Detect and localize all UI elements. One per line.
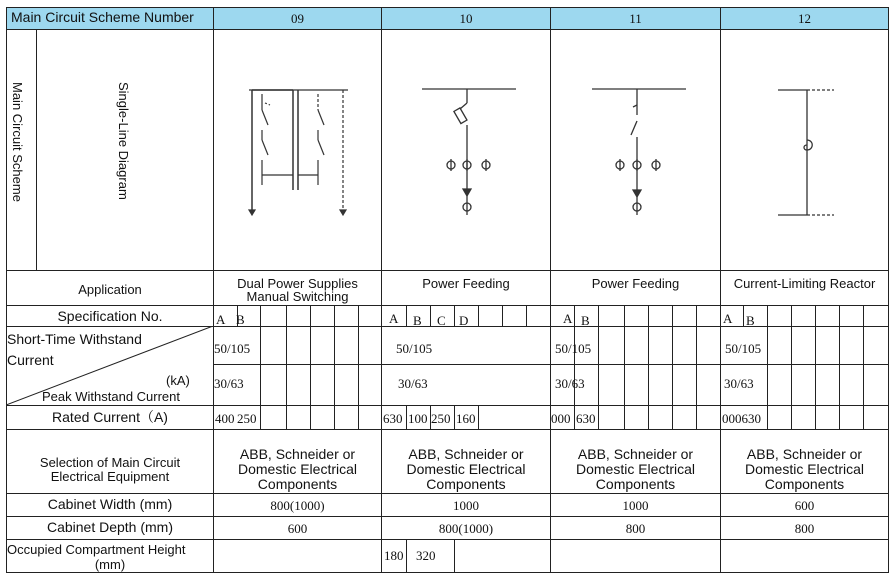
- peak-withstand-label: Peak Withstand Current: [42, 389, 181, 404]
- rated-12: 000630: [722, 411, 761, 426]
- cabinet-depth-11: 800: [625, 521, 646, 536]
- cabinet-width-12: 600: [794, 498, 815, 513]
- application-10: Power Feeding: [422, 276, 510, 291]
- spec-10-a: A: [389, 311, 399, 326]
- short-time-10: 50/105: [396, 341, 433, 356]
- compartment-10-b: 320: [416, 548, 436, 563]
- main-circuit-scheme-label: Main Circuit Scheme: [10, 82, 25, 202]
- scheme-number-11: 11: [629, 11, 642, 26]
- diagram-10: [420, 85, 520, 220]
- spec-10-d: D: [459, 313, 469, 328]
- cabinet-depth-12: 800: [794, 521, 815, 536]
- application-09-line1: Dual Power Supplies: [237, 276, 358, 291]
- diagram-12: [770, 85, 840, 220]
- application-09-line2: Manual Switching: [246, 289, 349, 304]
- peak-12: 30/63: [724, 376, 754, 391]
- cabinet-width-11: 1000: [622, 498, 649, 513]
- equipment-12-line1: ABB, Schneider or: [746, 446, 863, 462]
- spec-10-c: C: [437, 313, 446, 328]
- equipment-11-line1: ABB, Schneider or: [577, 446, 694, 462]
- rated-10-a: 630: [383, 411, 403, 426]
- compartment-10-a: 180: [384, 548, 404, 563]
- diagram-11: [590, 85, 690, 220]
- cabinet-width-09: 800(1000): [270, 498, 325, 513]
- equipment-10-line1: ABB, Schneider or: [408, 446, 524, 462]
- scheme-number-09: 09: [291, 11, 304, 26]
- rated-10-b: 100: [408, 411, 428, 426]
- spec-11-a: A: [563, 311, 573, 326]
- cabinet-depth-label: Cabinet Depth (mm): [46, 519, 174, 535]
- equipment-09-line3: Components: [257, 476, 338, 492]
- diagram-09: [240, 85, 360, 220]
- short-time-12: 50/105: [725, 341, 762, 356]
- equipment-11-line3: Components: [595, 476, 676, 492]
- spec-09-b: B: [236, 312, 245, 327]
- compartment-height-label-1: Occupied Compartment Height: [7, 542, 186, 557]
- cabinet-depth-10: 800(1000): [438, 521, 494, 536]
- peak-09: 30/63: [214, 376, 244, 391]
- equipment-09-line1: ABB, Schneider or: [239, 446, 356, 462]
- equipment-12-line2: Domestic Electrical: [744, 461, 865, 477]
- rated-11-b: 630: [576, 411, 596, 426]
- spec-no-label: Specification No.: [57, 308, 163, 324]
- spec-10-b: B: [413, 313, 422, 328]
- short-time-09: 50/105: [214, 341, 251, 356]
- equipment-09-line2: Domestic Electrical: [237, 461, 358, 477]
- cabinet-width-label: Cabinet Width (mm): [47, 496, 173, 512]
- equipment-label-2: Electrical Equipment: [50, 469, 170, 484]
- rated-current-label: Rated Current（A): [52, 409, 168, 425]
- compartment-height-label-2: (mm): [94, 557, 126, 572]
- short-time-label-2: Current: [7, 352, 54, 368]
- spec-09-a: A: [216, 312, 226, 327]
- equipment-label-1: Selection of Main Circuit: [39, 455, 181, 470]
- equipment-12-line3: Components: [764, 476, 845, 492]
- rated-09-b: 250: [237, 411, 257, 426]
- scheme-number-12: 12: [798, 11, 811, 26]
- equipment-10-line2: Domestic Electrical: [406, 461, 526, 477]
- spec-11-b: B: [581, 313, 590, 328]
- rated-10-c: 250: [431, 411, 451, 426]
- rated-09-a: 400: [215, 411, 235, 426]
- cabinet-width-10: 1000: [453, 498, 479, 513]
- rated-11-a: 000: [551, 411, 571, 426]
- scheme-number-10: 10: [459, 11, 473, 26]
- peak-11: 30/63: [555, 376, 585, 391]
- spec-12-b: B: [746, 313, 755, 328]
- single-line-diagram-label: Single-Line Diagram: [116, 82, 131, 200]
- peak-10: 30/63: [398, 376, 428, 391]
- header-label: Main Circuit Scheme Number: [11, 9, 194, 25]
- equipment-10-line3: Components: [426, 476, 506, 492]
- cabinet-depth-09: 600: [287, 521, 308, 536]
- short-time-label-1: Short-Time Withstand: [7, 331, 142, 347]
- short-time-11: 50/105: [555, 341, 592, 356]
- equipment-11-line2: Domestic Electrical: [575, 461, 696, 477]
- rated-10-d: 160: [456, 411, 476, 426]
- application-12: Current-Limiting Reactor: [733, 276, 876, 291]
- withstand-unit: (kA): [166, 373, 190, 388]
- application-label: Application: [78, 282, 142, 297]
- spec-12-a: A: [723, 311, 733, 326]
- application-11: Power Feeding: [591, 276, 680, 291]
